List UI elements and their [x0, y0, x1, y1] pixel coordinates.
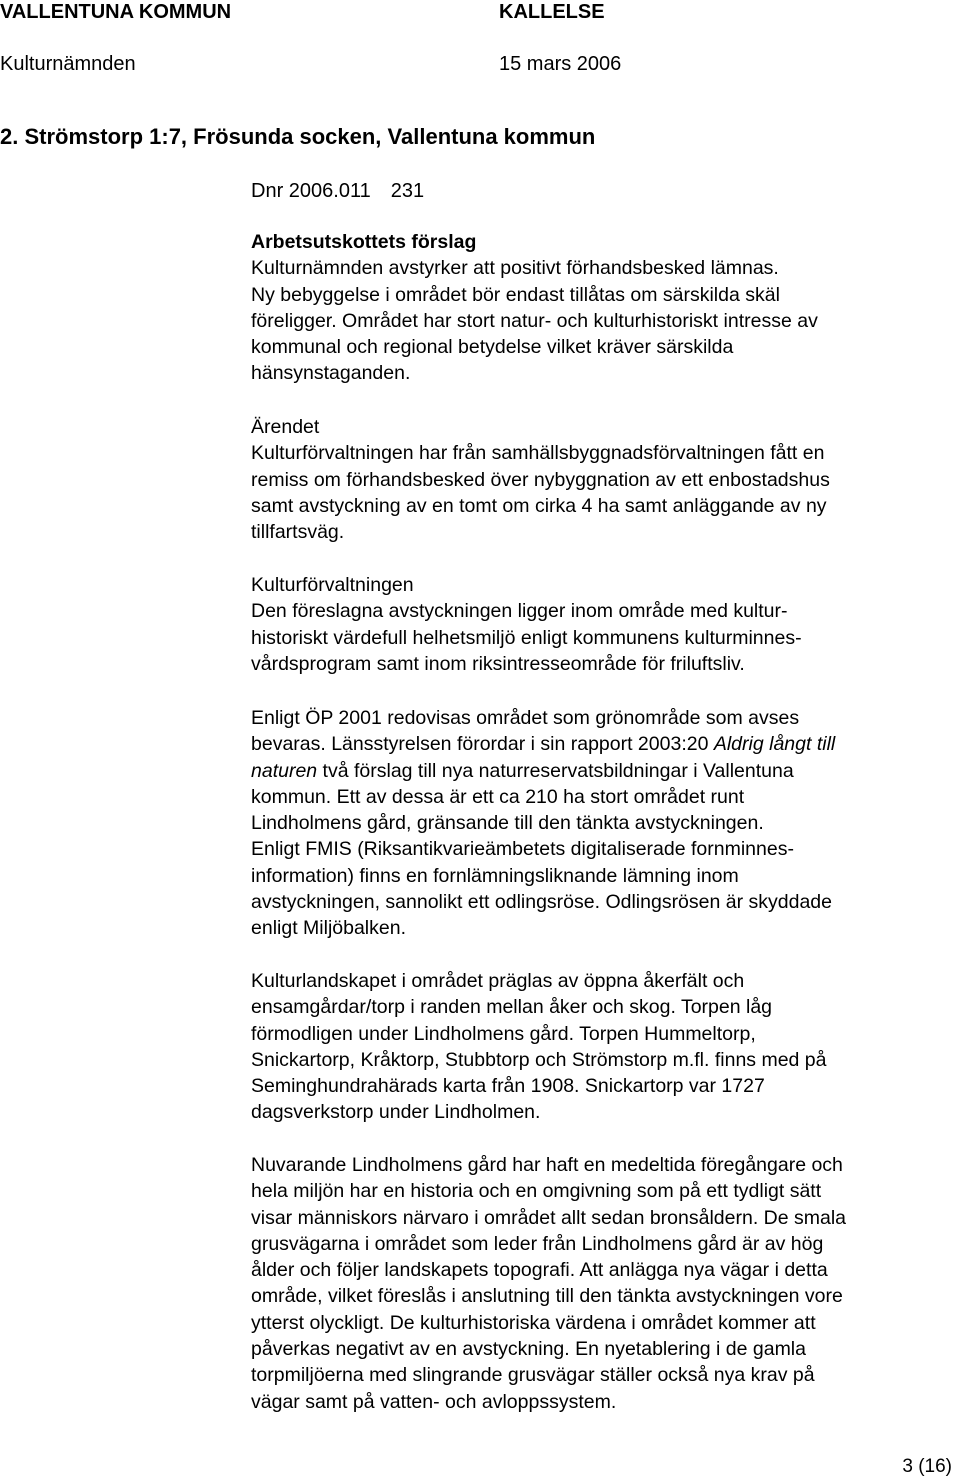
report-title-part: naturen — [251, 759, 318, 782]
landscape-line: ensamgårdar/torp i randen mellan åker och skog. Torpen låg — [251, 996, 773, 1019]
op-line: information) finns en fornlämningsliknande lämning inom — [251, 864, 739, 887]
current-paragraph — [251, 1152, 951, 1415]
committee-name: Kulturnämnden — [0, 53, 136, 75]
current-line: Nuvarande Lindholmens gård har haft en medeltida föregångare och — [251, 1154, 843, 1176]
proposal-line: kommunal och regional betydelse vilket kräver särskilda — [251, 336, 734, 359]
matter-heading: Ärendet — [251, 416, 320, 438]
current-line: område, vilket föreslås i anslutning till den tänkta avstyckningen vore — [251, 1285, 843, 1308]
current-line: påverkas negativt av en avstyckning. En nyetablering i de gamla — [251, 1338, 806, 1361]
organization-name: VALLENTUNA KOMMUN — [0, 1, 232, 23]
proposal-heading: Arbetsutskottets förslag — [251, 231, 477, 253]
administration-line: vårdsprogram samt inom riksintresseområde för friluftsliv. — [251, 652, 745, 675]
landscape-line: förmodligen under Lindholmens gård. Torpen Hummeltorp, — [251, 1022, 756, 1045]
dnr-label: Dnr 2006.011 — [251, 180, 371, 202]
landscape-line: dagsverkstorp under Lindholmen. — [251, 1101, 541, 1124]
meeting-date: 15 mars 2006 — [499, 53, 622, 75]
proposal-section — [251, 229, 951, 387]
document-type: KALLELSE — [499, 1, 605, 23]
landscape-line: Kulturlandskapet i området präglas av öppna åkerfält och — [251, 970, 745, 992]
page-number: 3 (16) — [902, 1456, 952, 1477]
current-line: hela miljön har en historia och en omgivning som på ett tydligt sätt — [251, 1180, 822, 1203]
case-number — [251, 179, 424, 203]
op-line: Lindholmens gård, gränsande till den tänkta avstyckningen. — [251, 812, 764, 835]
op-line-text: bevaras. Länsstyrelsen förordar i sin rapport 2003:20 — [251, 733, 714, 756]
proposal-line: föreligger. Området har stort natur- och kulturhistoriskt intresse av — [251, 309, 818, 332]
current-line: ytterst olyckligt. De kulturhistoriska värdena i området kommer att — [251, 1311, 816, 1334]
op-line-text: två förslag till nya naturreservatsbildningar i Vallentuna — [317, 759, 794, 782]
administration-line: historiskt värdefull helhetsmiljö enligt kommunens kulturminnes- — [251, 626, 802, 649]
matter-line: Kulturförvaltningen har från samhällsbyggnadsförvaltningen fått en — [251, 442, 825, 465]
dnr-number: 231 — [390, 180, 425, 202]
matter-line: remiss om förhandsbesked över nybyggnation av ett enbostadshus — [251, 468, 830, 491]
op-line: enligt Miljöbalken. — [251, 917, 407, 940]
administration-line: Den föreslagna avstyckningen ligger inom område med kultur- — [251, 600, 788, 623]
landscape-line: Snickartorp, Kråktorp, Stubbtorp och Strömstorp m.fl. finns med på — [251, 1048, 827, 1071]
op-line — [251, 731, 951, 757]
op-line: Enligt ÖP 2001 redovisas området som grönområde som avses — [251, 707, 800, 729]
current-line: visar människors närvaro i området allt sedan bronsåldern. De smala — [251, 1206, 847, 1229]
proposal-line: hänsynstaganden. — [251, 362, 411, 385]
administration-section — [251, 572, 951, 677]
op-line: kommun. Ett av dessa är ett ca 210 ha stort området runt — [251, 785, 745, 808]
op-line — [251, 758, 951, 784]
matter-line: samt avstyckning av en tomt om cirka 4 ha samt anläggande av ny — [251, 494, 827, 517]
landscape-line: Seminghundrahärads karta från 1908. Snickartorp var 1727 — [251, 1075, 765, 1098]
matter-section — [251, 414, 951, 545]
current-line: torpmiljöerna med slingrande grusvägar ställer också nya krav på — [251, 1364, 815, 1387]
proposal-line: Kulturnämnden avstyrker att positivt förhandsbesked lämnas. — [251, 257, 779, 280]
report-title-part: Aldrig långt till — [713, 733, 836, 756]
current-line: ålder och följer landskapets topografi. Att anlägga nya vägar i detta — [251, 1259, 828, 1282]
current-line: grusvägarna i området som leder från Lindholmens gård är av hög — [251, 1232, 824, 1255]
op-line: Enligt FMIS (Riksantikvarieämbetets digitaliserade fornminnes- — [251, 838, 794, 861]
op-paragraph — [251, 705, 951, 942]
matter-line: tillfartsväg. — [251, 521, 345, 544]
administration-heading: Kulturförvaltningen — [251, 574, 414, 596]
landscape-paragraph — [251, 968, 951, 1126]
op-line: avstyckningen, sannolikt ett odlingsröse. Odlingsrösen är skyddade — [251, 891, 832, 914]
item-title: 2. Strömstorp 1:7, Frösunda socken, Vallentuna kommun — [0, 124, 596, 149]
current-line: vägar samt på vatten- och avloppssystem. — [251, 1390, 617, 1413]
proposal-line: Ny bebyggelse i området bör endast tillåtas om särskilda skäl — [251, 283, 780, 306]
